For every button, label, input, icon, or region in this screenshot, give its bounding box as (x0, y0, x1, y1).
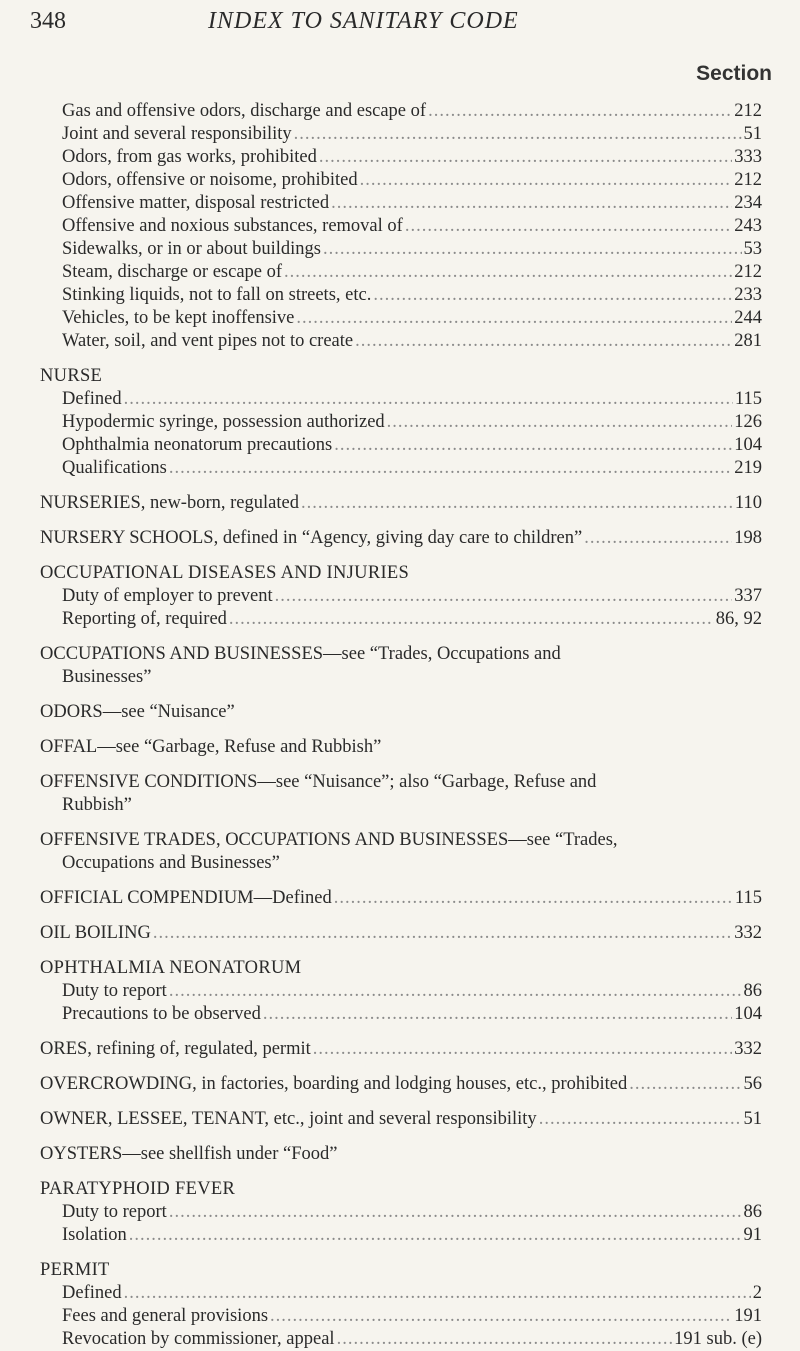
index-subentry (40, 411, 762, 434)
section-number: 51 (743, 1109, 762, 1129)
index-entry (40, 527, 762, 550)
index-heading: PARATYPHOID FEVER (40, 1179, 236, 1199)
dot-leader (169, 980, 742, 1003)
dot-leader (313, 1038, 732, 1061)
section-number: 91 (743, 1225, 762, 1245)
entry-text: NURSERIES, new-born, regulated (40, 493, 299, 513)
section-number: 233 (734, 285, 762, 305)
section-number: 244 (734, 308, 762, 328)
index-entry (40, 1038, 762, 1061)
section-number: 115 (734, 389, 762, 409)
dot-leader (360, 169, 733, 192)
index-subentry (40, 1328, 762, 1351)
dot-leader (153, 922, 732, 945)
section-number: 110 (734, 493, 762, 513)
dot-leader (124, 1282, 751, 1305)
dot-leader (405, 215, 732, 238)
index-subentry (40, 980, 762, 1003)
entry-text: ORES, refining of, regulated, permit (40, 1039, 311, 1059)
entry-text: Stinking liquids, not to fall on streets, etc. (62, 285, 372, 305)
entry-text: Fees and general provisions (62, 1306, 269, 1326)
section-number: 115 (734, 888, 762, 908)
entry-text: Duty to report (62, 1202, 167, 1222)
index-subentry (40, 284, 762, 307)
index-subentry (40, 608, 762, 631)
index-subentry (40, 434, 762, 457)
dot-leader (334, 434, 732, 457)
dot-leader (263, 1003, 732, 1026)
index-entry (40, 1108, 762, 1131)
dot-leader (387, 411, 733, 434)
index-subentry (40, 1224, 762, 1247)
dot-leader (355, 330, 732, 353)
dot-leader (169, 457, 732, 480)
dot-leader (296, 307, 732, 330)
entry-text: Isolation (62, 1225, 127, 1245)
dot-leader (319, 146, 732, 169)
index-heading: PERMIT (40, 1260, 110, 1280)
index-entry (40, 1073, 762, 1096)
index-subentry (40, 238, 762, 261)
dot-leader (124, 388, 733, 411)
entry-text: Vehicles, to be kept inoffensive (62, 308, 295, 328)
index-cross-reference (40, 1143, 762, 1166)
cross-reference-continuation: Occupations and Businesses” (62, 853, 280, 873)
cross-reference-text: OFFAL—see “Garbage, Refuse and Rubbish” (40, 737, 382, 757)
dot-leader (270, 1305, 732, 1328)
index-subentry (40, 1201, 762, 1224)
dot-leader (428, 100, 732, 123)
page-header (30, 6, 770, 46)
dot-leader (301, 492, 733, 515)
dot-leader (294, 123, 742, 146)
section-number: 337 (734, 586, 762, 606)
entry-text: OFFICIAL COMPENDIUM—Defined (40, 888, 332, 908)
entry-text: Reporting of, required (62, 609, 227, 629)
entry-text: Gas and offensive odors, discharge and escape of (62, 101, 427, 121)
page-number: 348 (30, 8, 66, 34)
section-number: 126 (734, 412, 762, 432)
index-subentry (40, 261, 762, 284)
index-cross-reference (40, 643, 762, 689)
entry-text: OWNER, LESSEE, TENANT, etc., joint and several responsibility (40, 1109, 537, 1129)
cross-reference-text: OYSTERS—see shellfish under “Food” (40, 1144, 338, 1164)
section-number: 104 (734, 435, 762, 455)
dot-leader (284, 261, 732, 284)
entry-text: Duty of employer to prevent (62, 586, 273, 606)
entry-text: Defined (62, 389, 122, 409)
index-cross-reference (40, 701, 762, 724)
section-number: 212 (734, 101, 762, 121)
index-cross-reference (40, 829, 762, 875)
index-subentry (40, 1305, 762, 1328)
section-number: 53 (743, 239, 762, 259)
section-number: 104 (734, 1004, 762, 1024)
index-subentry (40, 192, 762, 215)
section-number: 332 (734, 923, 762, 943)
index-subentry (40, 1282, 762, 1305)
section-number: 56 (743, 1074, 762, 1094)
dot-leader (334, 887, 733, 910)
section-number: 212 (734, 170, 762, 190)
index-subentry (40, 100, 762, 123)
dot-leader (229, 608, 714, 631)
dot-leader (129, 1224, 742, 1247)
entry-text: Offensive and noxious substances, removal of (62, 216, 403, 236)
entry-text: Qualifications (62, 458, 167, 478)
dot-leader (169, 1201, 742, 1224)
index-cross-reference (40, 736, 762, 759)
index-subentry (40, 307, 762, 330)
entry-text: Joint and several responsibility (62, 124, 292, 144)
section-number: 219 (734, 458, 762, 478)
cross-reference-continuation: Businesses” (62, 667, 152, 687)
section-number: 86, 92 (715, 609, 762, 629)
section-number: 198 (734, 528, 762, 548)
dot-leader (373, 284, 732, 307)
index-subentry (40, 330, 762, 353)
entry-text: Offensive matter, disposal restricted (62, 193, 330, 213)
entry-text: NURSERY SCHOOLS, defined in “Agency, giving day care to children” (40, 528, 583, 548)
dot-leader (275, 585, 733, 608)
index-subentry (40, 1003, 762, 1026)
section-number: 191 (734, 1306, 762, 1326)
cross-reference-text: ODORS—see “Nuisance” (40, 702, 235, 722)
section-number: 332 (734, 1039, 762, 1059)
index-heading: OCCUPATIONAL DISEASES AND INJURIES (40, 563, 410, 583)
section-column-label: Section (696, 62, 772, 85)
cross-reference-text: OFFENSIVE TRADES, OCCUPATIONS AND BUSINESSES—see “Trades, (40, 830, 618, 850)
section-number: 86 (743, 981, 762, 1001)
entry-text: Water, soil, and vent pipes not to create (62, 331, 354, 351)
dot-leader (323, 238, 742, 261)
section-number: 86 (743, 1202, 762, 1222)
entry-text: Steam, discharge or escape of (62, 262, 283, 282)
entry-text: Sidewalks, or in or about buildings (62, 239, 321, 259)
entry-text: Hypodermic syringe, possession authorized (62, 412, 385, 432)
section-number: 281 (734, 331, 762, 351)
index-subentry (40, 457, 762, 480)
index-subentry (40, 169, 762, 192)
section-number: 333 (734, 147, 762, 167)
cross-reference-text: OCCUPATIONS AND BUSINESSES—see “Trades, Occupations and (40, 644, 561, 664)
index-heading: NURSE (40, 366, 103, 386)
index-cross-reference (40, 771, 762, 817)
index-entry (40, 492, 762, 515)
section-number: 191 sub. (e) (674, 1329, 762, 1349)
entry-text: Duty to report (62, 981, 167, 1001)
index-entries (40, 100, 762, 1351)
cross-reference-continuation: Rubbish” (62, 795, 132, 815)
entry-text: Defined (62, 1283, 122, 1303)
entry-text: Precautions to be observed (62, 1004, 261, 1024)
cross-reference-text: OFFENSIVE CONDITIONS—see “Nuisance”; also “Garbage, Refuse and (40, 772, 597, 792)
index-subentry (40, 123, 762, 146)
index-subentry (40, 388, 762, 411)
index-subentry (40, 215, 762, 238)
index-subentry (40, 146, 762, 169)
section-number: 2 (752, 1283, 762, 1303)
entry-text: Ophthalmia neonatorum precautions (62, 435, 333, 455)
dot-leader (629, 1073, 741, 1096)
entry-text: Odors, from gas works, prohibited (62, 147, 317, 167)
entry-text: OIL BOILING (40, 923, 151, 943)
dot-leader (539, 1108, 742, 1131)
entry-text: OVERCROWDING, in factories, boarding and lodging houses, etc., prohibited (40, 1074, 628, 1094)
index-heading: OPHTHALMIA NEONATORUM (40, 958, 302, 978)
index-entry (40, 887, 762, 910)
running-title: INDEX TO SANITARY CODE (208, 8, 519, 34)
dot-leader (584, 527, 732, 550)
dot-leader (331, 192, 732, 215)
section-number: 212 (734, 262, 762, 282)
dot-leader (337, 1328, 673, 1351)
index-subentry (40, 585, 762, 608)
entry-text: Odors, offensive or noisome, prohibited (62, 170, 358, 190)
entry-text: Revocation by commissioner, appeal (62, 1329, 335, 1349)
section-number: 234 (734, 193, 762, 213)
index-entry (40, 922, 762, 945)
section-number: 243 (734, 216, 762, 236)
section-number: 51 (743, 124, 762, 144)
